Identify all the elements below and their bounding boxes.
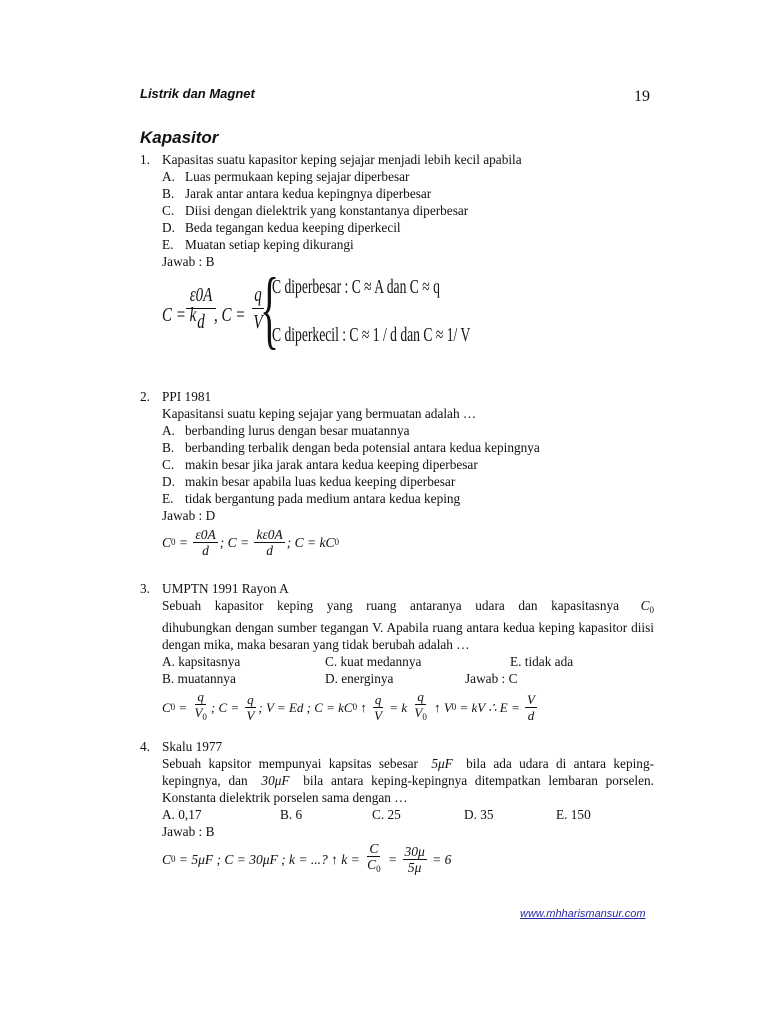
question-4 — [140, 738, 654, 877]
answer: Jawab : D — [162, 508, 216, 523]
option-b: B. berbanding terbalik dengan beda potensial antara kedua kepingnya — [162, 440, 540, 455]
option-c: C. makin besar jika jarak antara kedua keeping diperbesar — [162, 457, 478, 472]
answer: Jawab : B — [162, 254, 215, 269]
question-2 — [140, 388, 654, 558]
option-d: D. Beda tegangan kedua keeping diperkecil — [162, 220, 401, 235]
question-source: UMPTN 1991 Rayon A — [162, 581, 289, 596]
formula-q4: C 0 = 5μF ; C = 30μF ; k = ...? ↑ k = $\frac{C}{C_0}$ = $\frac{30\mu}{5\mu}$ = 6 — [162, 841, 452, 875]
formula-q1: C = k ε0A d , C = q V { C diperbesar : C ≈ A dan C ≈ q C diperkecil : C ≈ 1 / d dan C ≈ 1/ V — [162, 261, 471, 358]
question-source: Skalu 1977 — [162, 739, 223, 754]
brace: { — [260, 261, 280, 358]
question-number: 3. — [140, 581, 150, 596]
option-e: E. Muatan setiap keping dikurangi — [162, 237, 354, 252]
option-a: A. Luas permukaan keping sejajar diperbesar — [162, 169, 410, 184]
question-number: 1. — [140, 152, 150, 167]
option-d: D. makin besar apabila luas kedua keeping diperbesar — [162, 474, 456, 489]
question-text: Kapasitansi suatu keping sejajar yang bermuatan adalah … — [162, 406, 477, 421]
option-a: A. berbanding lurus dengan besar muatannya — [162, 423, 410, 438]
options-row: A. 0,17 B. 6 C. 25 D. 35 E. 150 — [162, 807, 591, 822]
question-text: Sebuah kapasitor keping yang ruang antaranya udara dan kapasitasnya $C_0$ — [162, 598, 655, 615]
option-e: E. tidak bergantung pada medium antara kedua keping — [162, 491, 461, 506]
case-enlarge: C diperbesar : C ≈ A dan C ≈ q — [272, 276, 440, 298]
options-row-2: B. muatannya D. energinya Jawab : C — [162, 671, 518, 686]
question-1 — [140, 151, 654, 270]
question-source: PPI 1981 — [162, 389, 212, 404]
options-row-1: A. kapsitasnya C. kuat medannya E. tidak ada — [162, 654, 574, 669]
question-text: Kapasitas suatu kapasitor keping sejajar menjadi lebih kecil apabila — [162, 152, 522, 167]
page-number: 19 — [634, 88, 650, 105]
question-number: 2. — [140, 389, 150, 404]
header-title: Listrik dan Magnet — [140, 86, 255, 101]
option-b: B. Jarak antar antara kedua kepingnya diperbesar — [162, 186, 432, 201]
footer-url-link[interactable]: www.mhharismansur.com — [520, 908, 646, 920]
question-text: Sebuah kapsitor mempunyai kapsitas sebesar 5μF bila ada udara di antara keping-kepingnya, dan 30μF bila antara keping-kepingnya ditempatkan lembaran porselen. Konstanta dielektrik porselen sama dengan … — [162, 756, 655, 805]
option-c: C. Diisi dengan dielektrik yang konstantanya diperbesar — [162, 203, 469, 218]
answer: Jawab : B — [162, 824, 215, 839]
formula-q3: C 0 = $\frac{q}{V_0}$ ; C = $\frac{q}{V}$ ; V = Ed ; C = kC 0 ↑ $\frac{q}{V}$ = k $\frac{q}{V_0}$ ↑ V 0 = kV ∴ E = $\frac{V}{d}$ — [162, 689, 535, 723]
formula-q2: C 0 = $\frac{\varepsilon 0A}{d}$ ; C = $\frac{k\varepsilon 0A}{d}$ ; C = kC 0 — [162, 527, 340, 558]
question-3 — [140, 580, 654, 725]
question-text-rest: dihubungkan dengan sumber tegangan V. Apabila ruang antara kedua keping kapasitor diisi dengan mika, maka besaran yang tidak berubah adalah … — [162, 620, 654, 652]
case-reduce: C diperkecil : C ≈ 1 / d dan C ≈ 1/ V — [272, 324, 471, 346]
question-number: 4. — [140, 739, 150, 754]
section-title: Kapasitor — [140, 128, 219, 147]
